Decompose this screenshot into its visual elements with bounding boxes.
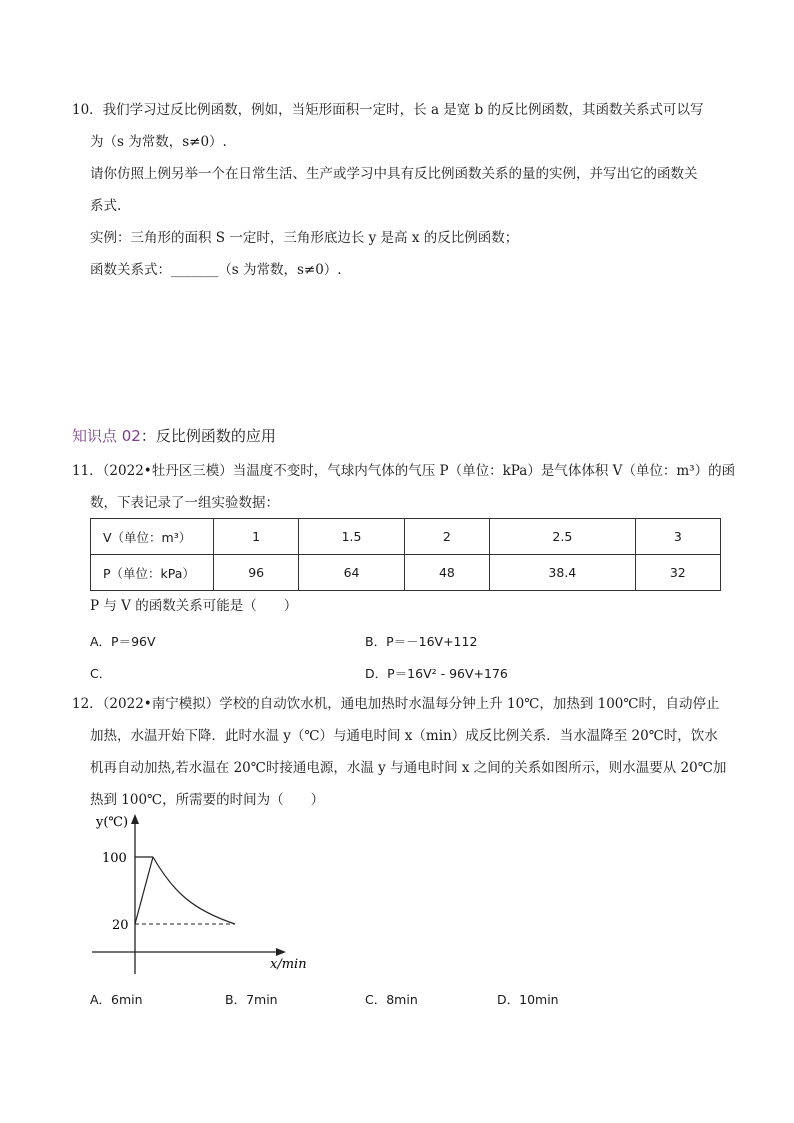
section-heading <box>72 425 276 446</box>
q11-line-2: 数，下表记录了一组实验数据： <box>90 495 279 511</box>
q11-option-d[interactable]: D．P＝16V² - 96V+176 <box>365 666 508 681</box>
q10-line-3: 请你仿照上例另举一个在日常生活、生产或学习中具有反比例函数关系的量的实例，并写出它的函数关 <box>90 166 698 182</box>
q12-line-1: 12．（2022•南宁模拟）学校的自动饮水机，通电加热时水温每分钟上升 10℃，加热到 100℃时，自动停止 <box>72 696 720 712</box>
q12-line-3: 机再自动加热,若水温在 20℃时接通电源，水温 y 与通电时间 x 之间的关系如图所示，则水温要从 20℃加 <box>90 760 727 776</box>
table-header-p: P（单位：kPa） <box>91 555 214 591</box>
table-row <box>91 555 721 591</box>
table-cell: 3 <box>635 519 720 555</box>
section-code: 知识点 02 <box>72 427 141 445</box>
y-axis-arrow-icon <box>131 814 139 824</box>
x-axis-arrow-icon <box>276 948 286 956</box>
cooling-curve <box>153 857 235 924</box>
y-axis-label: y(℃) <box>96 815 129 830</box>
q10-line-5: 实例：三角形的面积 S 一定时，三角形底边长 y 是高 x 的反比例函数； <box>90 230 519 246</box>
q10-line-2: 为（s 为常数，s≠0）. <box>90 134 227 150</box>
table-cell: 2.5 <box>490 519 636 555</box>
q10-line-4: 系式. <box>90 198 122 214</box>
q12-line-2: 加热，水温开始下降．此时水温 y（℃）与通电时间 x（min）成反比例关系．当水温降至 20℃时，饮水 <box>90 728 718 744</box>
q10-line-1: 10．我们学习过反比例函数，例如，当矩形面积一定时，长 a 是宽 b 的反比例函数，其函数关系式可以写 <box>72 102 704 118</box>
q11-question: P 与 V 的函数关系可能是（ ） <box>90 598 298 614</box>
table-cell: 1 <box>214 519 299 555</box>
table-cell: 96 <box>214 555 299 591</box>
table-cell: 2 <box>404 519 489 555</box>
section-title: ：反比例函数的应用 <box>140 427 276 445</box>
tick-label-20: 20 <box>112 918 129 933</box>
data-table <box>90 518 721 591</box>
q10-line-6: 函数关系式：_______（s 为常数，s≠0）. <box>90 262 342 278</box>
q11-line-1: 11．（2022•牡丹区三模）当温度不变时，气球内气体的气压 P（单位：kPa）是气体体积 V（单位：m³）的函 <box>72 463 736 479</box>
table-cell: 48 <box>404 555 489 591</box>
table-header-v: V（单位：m³） <box>91 519 214 555</box>
table-cell: 32 <box>635 555 720 591</box>
q11-option-c[interactable]: C． <box>90 666 112 681</box>
x-axis-label: x/min <box>270 957 307 972</box>
temperature-graph <box>88 812 328 982</box>
table-cell: 64 <box>299 555 404 591</box>
table-row <box>91 519 721 555</box>
q11-option-b[interactable]: B．P＝－16V+112 <box>365 634 478 649</box>
tick-label-100: 100 <box>102 851 127 866</box>
table-cell: 1.5 <box>299 519 404 555</box>
q12-option-c[interactable]: C．8min <box>365 992 418 1007</box>
q12-option-a[interactable]: A．6min <box>90 992 143 1007</box>
q12-option-d[interactable]: D．10min <box>497 992 559 1007</box>
q11-option-a[interactable]: A．P＝96V <box>90 634 156 649</box>
heating-line <box>135 857 153 924</box>
q12-line-4: 热到 100℃，所需要的时间为（ ） <box>90 792 325 808</box>
q12-option-b[interactable]: B．7min <box>225 992 278 1007</box>
table-cell: 38.4 <box>490 555 636 591</box>
